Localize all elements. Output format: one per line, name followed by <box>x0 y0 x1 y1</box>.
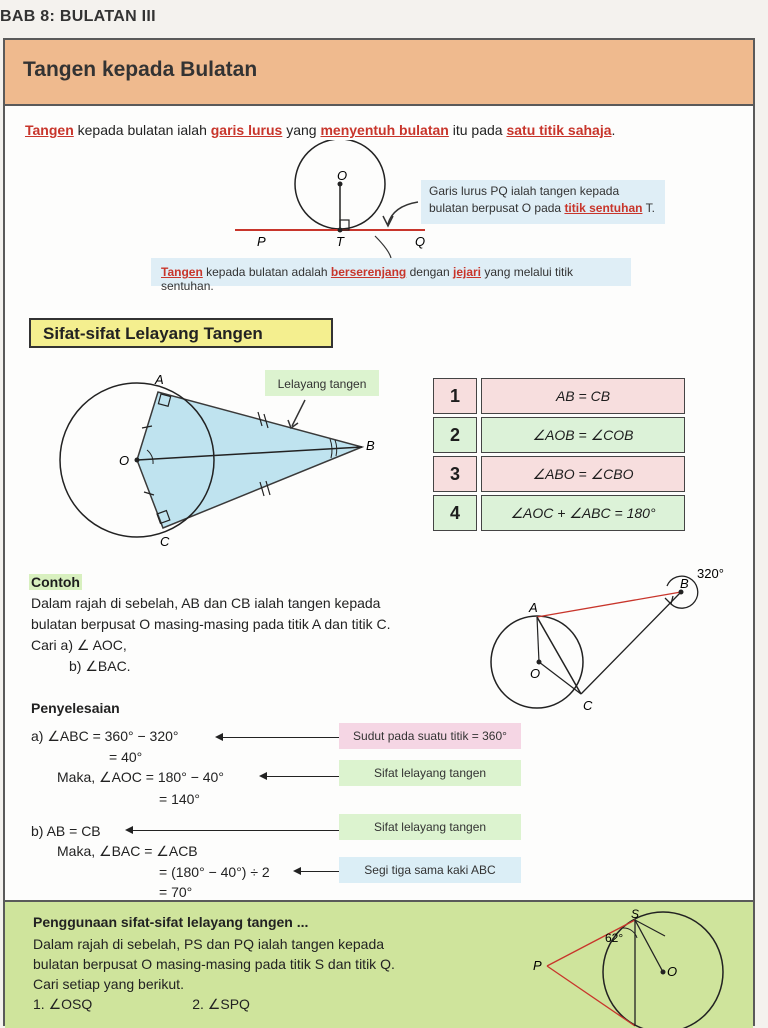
example-heading: Contoh <box>31 574 80 590</box>
kite-label: Lelayang tangen <box>277 377 367 391</box>
exercise-line: Dalam rajah di sebelah, PS dan PQ ialah tangen kepada <box>33 936 385 952</box>
kite-point-c: C <box>160 534 170 548</box>
note-text: kepada bulatan adalah <box>202 265 331 279</box>
def-text: yang <box>282 122 321 138</box>
exercise-text <box>33 934 395 1014</box>
note-text: yang melalui titik sentuhan. <box>161 265 574 293</box>
property-number: 1 <box>433 378 477 414</box>
def-text: . <box>611 122 616 138</box>
page-title: Tangen kepada Bulatan <box>23 58 258 81</box>
def-word-garis-lurus: garis lurus <box>210 122 283 138</box>
textbook-page <box>3 38 755 1026</box>
kite-properties-table <box>433 378 685 534</box>
arrow-left-icon <box>217 737 339 738</box>
example-angle-label: 320° <box>697 566 724 581</box>
solution-line: b) AB = CB <box>31 823 101 839</box>
solution-line: = 40° <box>109 749 143 765</box>
solution-line: = 70° <box>159 884 193 900</box>
note-text: Garis lurus PQ ialah tangen kepada <box>429 184 620 198</box>
property-row <box>433 417 685 455</box>
def-text: kepada bulatan ialah <box>73 122 211 138</box>
property-number: 3 <box>433 456 477 492</box>
note-word-titik-sentuhan: titik sentuhan <box>564 201 643 215</box>
exercise-panel <box>5 900 753 1028</box>
solution-line: Maka, ∠AOC = 180° − 40° <box>57 769 224 785</box>
exercise-point-s: S <box>631 908 640 921</box>
reason-tag: Segi tiga sama kaki ABC <box>339 857 521 883</box>
example-text <box>31 593 391 677</box>
title-bar <box>5 40 753 106</box>
property-row <box>433 456 685 494</box>
property-row <box>433 378 685 416</box>
tangent-definition <box>25 122 615 138</box>
property-equation: ∠AOC + ∠ABC = 180° <box>481 495 685 531</box>
kite-point-a: A <box>155 372 164 387</box>
point-p-label: P <box>257 234 266 249</box>
exercise-heading: Penggunaan sifat-sifat lelayang tangen ... <box>33 914 309 930</box>
perpendicular-note <box>151 258 631 293</box>
solution-line: Maka, ∠BAC = ∠ACB <box>57 843 198 859</box>
note-word-jejari: jejari <box>452 265 482 279</box>
reason-tag: Sifat lelayang tangen <box>339 814 521 840</box>
def-word-tangen: Tangen <box>25 122 74 138</box>
property-equation: ∠ABO = ∠CBO <box>481 456 685 492</box>
point-o-label: O <box>337 168 348 183</box>
exercise-line: bulatan berpusat O masing-masing pada titik S dan titik Q. <box>33 956 395 972</box>
solution-line: a) ∠ABC = 360° − 320° <box>31 728 179 744</box>
example-diagram <box>481 564 751 714</box>
example-line: Dalam rajah di sebelah, AB dan CB ialah tangen kepada <box>31 595 381 611</box>
note-text: bulatan berpusat O pada <box>429 201 565 215</box>
def-word-satu-titik: satu titik sahaja <box>506 122 612 138</box>
example-line: b) ∠BAC. <box>69 658 131 674</box>
exercise-diagram <box>525 908 751 1028</box>
solution-heading: Penyelesaian <box>31 700 120 716</box>
note-text: dengan <box>406 265 453 279</box>
arrow-left-icon <box>295 871 339 872</box>
arrow-left-icon <box>261 776 339 777</box>
exercise-point-o: O <box>667 964 678 979</box>
def-text: itu pada <box>448 122 507 138</box>
note-text: T. <box>642 201 655 215</box>
note-word-berserenjang: berserenjang <box>330 265 407 279</box>
arrow-left-icon <box>127 830 339 831</box>
reason-tag: Sudut pada suatu titik = 360° <box>339 723 521 749</box>
solution-line: = (180° − 40°) ÷ 2 <box>159 864 270 880</box>
example-line: Cari a) ∠ AOC, <box>31 637 127 653</box>
example-point-b: B <box>680 576 689 591</box>
point-t-label: T <box>336 234 344 249</box>
chapter-header: BAB 8: BULATAN III <box>0 8 156 25</box>
reason-tag: Sifat lelayang tangen <box>339 760 521 786</box>
def-word-menyentuh: menyentuh bulatan <box>320 122 449 138</box>
property-number: 4 <box>433 495 477 531</box>
property-equation: AB = CB <box>481 378 685 414</box>
property-equation: ∠AOB = ∠COB <box>481 417 685 453</box>
solution-line: = 140° <box>159 791 201 807</box>
point-q-label: Q <box>415 234 426 249</box>
exercise-line: Cari setiap yang berikut. <box>33 976 184 992</box>
exercise-point-p: P <box>533 958 542 973</box>
property-number: 2 <box>433 417 477 453</box>
exercise-question: 2. ∠SPQ <box>192 996 250 1012</box>
note-word-tangen: Tangen <box>161 265 203 279</box>
exercise-question: 1. ∠OSQ <box>33 996 93 1012</box>
exercise-angle-label: 62° <box>605 931 624 945</box>
tangent-note <box>421 180 665 224</box>
kite-point-o: O <box>119 453 130 468</box>
kite-point-b: B <box>366 438 375 453</box>
example-line: bulatan berpusat O masing-masing pada titik A dan titik C. <box>31 616 391 632</box>
section-subtitle: Sifat-sifat Lelayang Tangen <box>29 318 333 348</box>
property-row <box>433 495 685 533</box>
example-point-a: A <box>529 600 538 615</box>
exercise-questions <box>33 994 395 1014</box>
example-point-c: C <box>583 698 593 713</box>
example-point-o: O <box>530 666 541 681</box>
kite-diagram <box>5 368 425 548</box>
